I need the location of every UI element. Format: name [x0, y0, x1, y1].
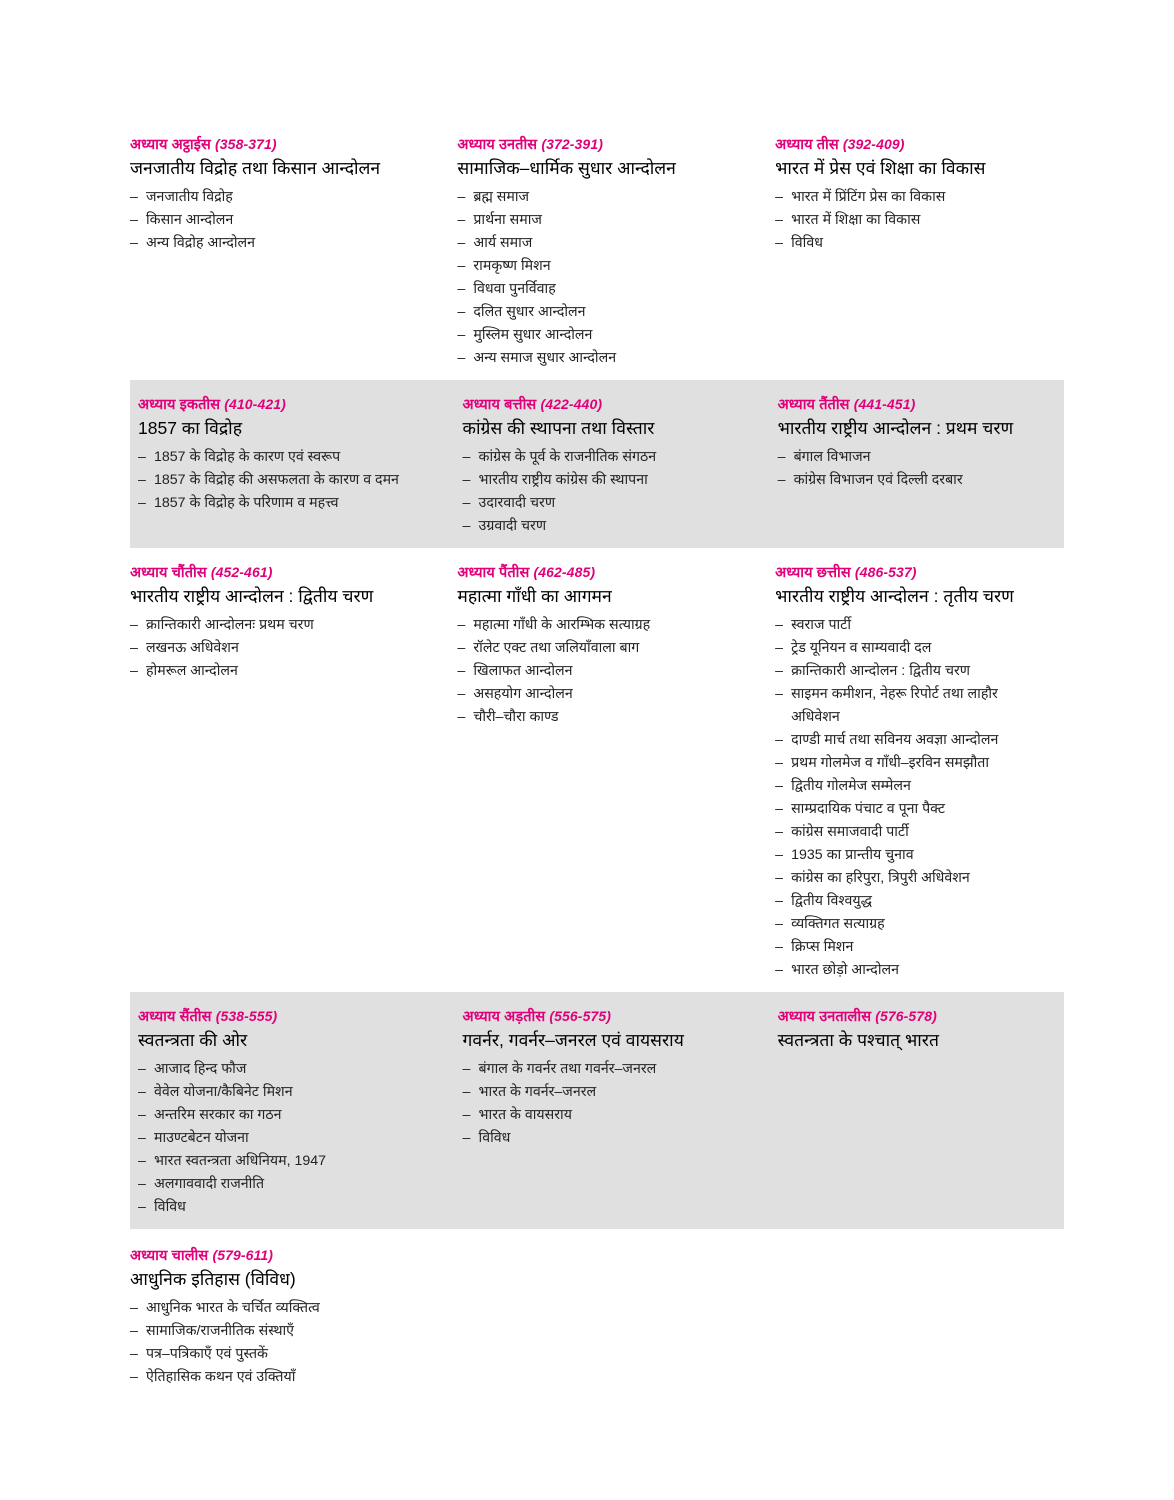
chapter-page-range: (462-485) [533, 564, 596, 581]
topic-item: – प्रार्थना समाज [457, 209, 761, 232]
topic-item: – साइमन कमीशन, नेहरू रिपोर्ट तथा लाहौर अधिवेशन [775, 683, 1050, 729]
chapter-number-label: अध्याय सैंतीस [138, 1009, 212, 1026]
topic-item: – ऐतिहासिक कथन एवं उक्तियाँ [130, 1366, 456, 1389]
topic-item: – दलित सुधार आन्दोलन [457, 301, 761, 324]
topic-item: – द्वितीय विश्वयुद्ध [775, 890, 1050, 913]
topic-item: – भारत में प्रिंटिंग प्रेस का विकास [775, 186, 1050, 209]
topic-item: – उग्रवादी चरण [463, 515, 764, 538]
chapter-heading [463, 394, 764, 414]
topic-item: – अन्य विद्रोह आन्दोलन [130, 232, 443, 255]
chapter-title: कांग्रेस की स्थापना तथा विस्तार [462, 418, 655, 439]
topic-item: – अन्य समाज सुधार आन्दोलन [457, 347, 761, 370]
topic-item: – भारत स्वतन्त्रता अधिनियम, 1947 [138, 1150, 449, 1173]
topic-item: – विधवा पुनर्विवाह [457, 278, 761, 301]
chapter-number-label: अध्याय तीस [775, 137, 839, 153]
topic-item: – 1857 के विद्रोह की असफलता के कारण व दमन [138, 469, 449, 492]
topic-item: – कांग्रेस समाजवादी पार्टी [775, 821, 1050, 844]
topic-item: – साम्प्रदायिक पंचाट व पूना पैक्ट [775, 798, 1050, 821]
band-columns [130, 1006, 1064, 1219]
topic-item: – माउण्टबेटन योजना [138, 1127, 449, 1150]
chapter-entry [775, 562, 1064, 982]
chapter-number-label: अध्याय उनतालीस [777, 1009, 872, 1026]
chapter-heading [138, 394, 449, 414]
chapter-title: भारतीय राष्ट्रीय आन्दोलन : द्वितीय चरण [130, 586, 374, 607]
chapter-number-label: अध्याय बत्तीस [462, 397, 537, 414]
topic-item: – क्रान्तिकारी आन्दोलन : द्वितीय चरण [775, 660, 1050, 683]
chapter-title: 1857 का विद्रोह [138, 418, 243, 439]
chapter-title: भारतीय राष्ट्रीय आन्दोलन : प्रथम चरण [777, 418, 1014, 439]
chapter-page-range: (486-537) [854, 564, 917, 581]
topic-list [457, 186, 761, 370]
chapter-entry [775, 134, 1064, 255]
chapter-entry [130, 562, 457, 683]
chapter-number-label: अध्याय उनतीस [457, 137, 538, 153]
chapter-band-list [130, 120, 1064, 1399]
topic-list [138, 446, 449, 515]
topic-item: – असहयोग आन्दोलन [457, 683, 761, 706]
chapter-title: जनजातीय विद्रोह तथा किसान आन्दोलन [130, 158, 381, 178]
topic-item: – भारतीय राष्ट्रीय कांग्रेस की स्थापना [463, 469, 764, 492]
topic-item: – कांग्रेस विभाजन एवं दिल्ली दरबार [778, 469, 1050, 492]
chapter-number-label: अध्याय छत्तीस [775, 565, 851, 582]
chapter-band [130, 992, 1064, 1229]
chapter-entry [463, 394, 778, 538]
chapter-heading [778, 394, 1050, 414]
chapter-page-range: (422-440) [540, 396, 603, 413]
chapter-heading [775, 134, 1050, 154]
chapter-page-range: (579-611) [212, 1247, 274, 1264]
chapter-page-range: (392-409) [842, 136, 905, 152]
topic-item: – आधुनिक भारत के चर्चित व्यक्तित्व [130, 1297, 456, 1320]
chapter-heading [463, 1006, 764, 1026]
chapter-entry [778, 1006, 1064, 1058]
chapter-page-range: (576-578) [875, 1008, 937, 1025]
topic-item: – बंगाल के गवर्नर तथा गवर्नर–जनरल [463, 1058, 764, 1081]
topic-item: – जनजातीय विद्रोह [130, 186, 443, 209]
topic-item: – दाण्डी मार्च तथा सविनय अवज्ञा आन्दोलन [775, 729, 1050, 752]
topic-item: – भारत में शिक्षा का विकास [775, 209, 1050, 232]
chapter-page-range: (441-451) [853, 396, 916, 413]
topic-item: – व्यक्तिगत सत्याग्रह [775, 913, 1050, 936]
topic-item: – विविध [138, 1196, 449, 1219]
topic-item: – महात्मा गाँधी के आरम्भिक सत्याग्रह [457, 614, 761, 637]
topic-item: – क्रान्तिकारी आन्दोलनः प्रथम चरण [130, 614, 443, 637]
topic-item: – वेवेल योजना/कैबिनेट मिशन [138, 1081, 449, 1104]
topic-item: – होमरूल आन्दोलन [130, 660, 443, 683]
topic-item: – भारत के वायसराय [463, 1104, 764, 1127]
topic-list [775, 614, 1050, 982]
topic-item: – लखनऊ अधिवेशन [130, 637, 443, 660]
chapter-entry [463, 1006, 778, 1150]
topic-item: – ट्रेड यूनियन व साम्यवादी दल [775, 637, 1050, 660]
topic-item: – सामाजिक/राजनीतिक संस्थाएँ [130, 1320, 456, 1343]
chapter-title: आधुनिक इतिहास (विविध) [130, 1269, 296, 1290]
chapter-title: स्वतन्त्रता के पश्चात् भारत [777, 1030, 939, 1051]
topic-list [130, 186, 443, 255]
chapter-number-label: अध्याय पैंतीस [457, 565, 530, 582]
topic-item: – मुस्लिम सुधार आन्दोलन [457, 324, 761, 347]
chapter-title: सामाजिक–धार्मिक सुधार आन्दोलन [457, 158, 676, 178]
chapter-entry [130, 1245, 470, 1389]
chapter-number-label: अध्याय अड़तीस [462, 1009, 546, 1026]
chapter-page-range: (372-391) [541, 136, 603, 152]
topic-list [130, 1297, 456, 1389]
chapter-number-label: अध्याय तैंतीस [777, 397, 850, 414]
topic-item: – स्वराज पार्टी [775, 614, 1050, 637]
topic-item: – किसान आन्दोलन [130, 209, 443, 232]
chapter-entry [138, 1006, 463, 1219]
topic-item: – अलगाववादी राजनीति [138, 1173, 449, 1196]
chapter-title: भारतीय राष्ट्रीय आन्दोलन : तृतीय चरण [775, 586, 1014, 607]
topic-item: – रामकृष्ण मिशन [457, 255, 761, 278]
topic-item: – प्रथम गोलमेज व गाँधी–इरविन समझौता [775, 752, 1050, 775]
chapter-band [130, 380, 1064, 548]
topic-item: – ब्रह्म समाज [457, 186, 761, 209]
topic-item: – 1857 के विद्रोह के परिणाम व महत्त्व [138, 492, 449, 515]
topic-item: – विविध [775, 232, 1050, 255]
topic-item: – क्रिप्स मिशन [775, 936, 1050, 959]
chapter-band [130, 1229, 1064, 1399]
chapter-heading [775, 562, 1050, 582]
topic-list [778, 446, 1050, 492]
topic-list [463, 446, 764, 538]
topic-item: – पत्र–पत्रिकाएँ एवं पुस्तकें [130, 1343, 456, 1366]
band-columns [130, 562, 1064, 982]
band-columns [130, 1245, 1064, 1389]
chapter-page-range: (538-555) [215, 1008, 278, 1025]
topic-list [463, 1058, 764, 1150]
chapter-page-range: (358-371) [215, 136, 277, 152]
topic-item: – भारत छोड़ो आन्दोलन [775, 959, 1050, 982]
chapter-band [130, 120, 1064, 380]
topic-list [130, 614, 443, 683]
topic-item: – आजाद हिन्द फौज [138, 1058, 449, 1081]
topic-item: – खिलाफत आन्दोलन [457, 660, 761, 683]
topic-item: – कांग्रेस का हरिपुरा, त्रिपुरी अधिवेशन [775, 867, 1050, 890]
chapter-entry [130, 134, 457, 255]
topic-item: – अन्तरिम सरकार का गठन [138, 1104, 449, 1127]
chapter-band [130, 548, 1064, 992]
chapter-heading [130, 134, 443, 154]
topic-item: – द्वितीय गोलमेज सम्मेलन [775, 775, 1050, 798]
chapter-number-label: अध्याय अट्ठाईस [130, 137, 211, 153]
topic-item: – आर्य समाज [457, 232, 761, 255]
topic-item: – बंगाल विभाजन [778, 446, 1050, 469]
chapter-number-label: अध्याय इकतीस [138, 397, 221, 414]
band-columns [130, 394, 1064, 538]
chapter-title: गवर्नर, गवर्नर–जनरल एवं वायसराय [462, 1030, 684, 1051]
band-columns [130, 134, 1064, 370]
chapter-number-label: अध्याय चालीस [130, 1248, 209, 1265]
topic-item: – विविध [463, 1127, 764, 1150]
chapter-heading [138, 1006, 449, 1026]
chapter-heading [457, 562, 761, 582]
chapter-heading [130, 562, 443, 582]
topic-item: – कांग्रेस के पूर्व के राजनीतिक संगठन [463, 446, 764, 469]
chapter-entry [457, 562, 775, 729]
topic-item: – 1857 के विद्रोह के कारण एवं स्वरूप [138, 446, 449, 469]
topic-item: – रॉलेट एक्ट तथा जलियाँवाला बाग [457, 637, 761, 660]
topic-item: – भारत के गवर्नर–जनरल [463, 1081, 764, 1104]
chapter-heading [778, 1006, 1050, 1026]
chapter-page-range: (452-461) [210, 564, 273, 581]
chapter-entry [457, 134, 775, 370]
chapter-title: स्वतन्त्रता की ओर [138, 1030, 248, 1051]
chapter-number-label: अध्याय चौंतीस [130, 565, 207, 582]
topic-list [775, 186, 1050, 255]
chapter-entry [138, 394, 463, 515]
topic-item: – उदारवादी चरण [463, 492, 764, 515]
topic-item: – 1935 का प्रान्तीय चुनाव [775, 844, 1050, 867]
chapter-title: भारत में प्रेस एवं शिक्षा का विकास [775, 158, 986, 178]
chapter-heading [130, 1245, 456, 1265]
chapter-entry [778, 394, 1064, 492]
chapter-page-range: (556-575) [549, 1008, 611, 1025]
chapter-page-range: (410-421) [224, 396, 286, 413]
chapter-heading [457, 134, 761, 154]
topic-list [138, 1058, 449, 1219]
topic-list [457, 614, 761, 729]
chapter-title: महात्मा गाँधी का आगमन [457, 586, 612, 607]
topic-item: – चौरी–चौरा काण्ड [457, 706, 761, 729]
